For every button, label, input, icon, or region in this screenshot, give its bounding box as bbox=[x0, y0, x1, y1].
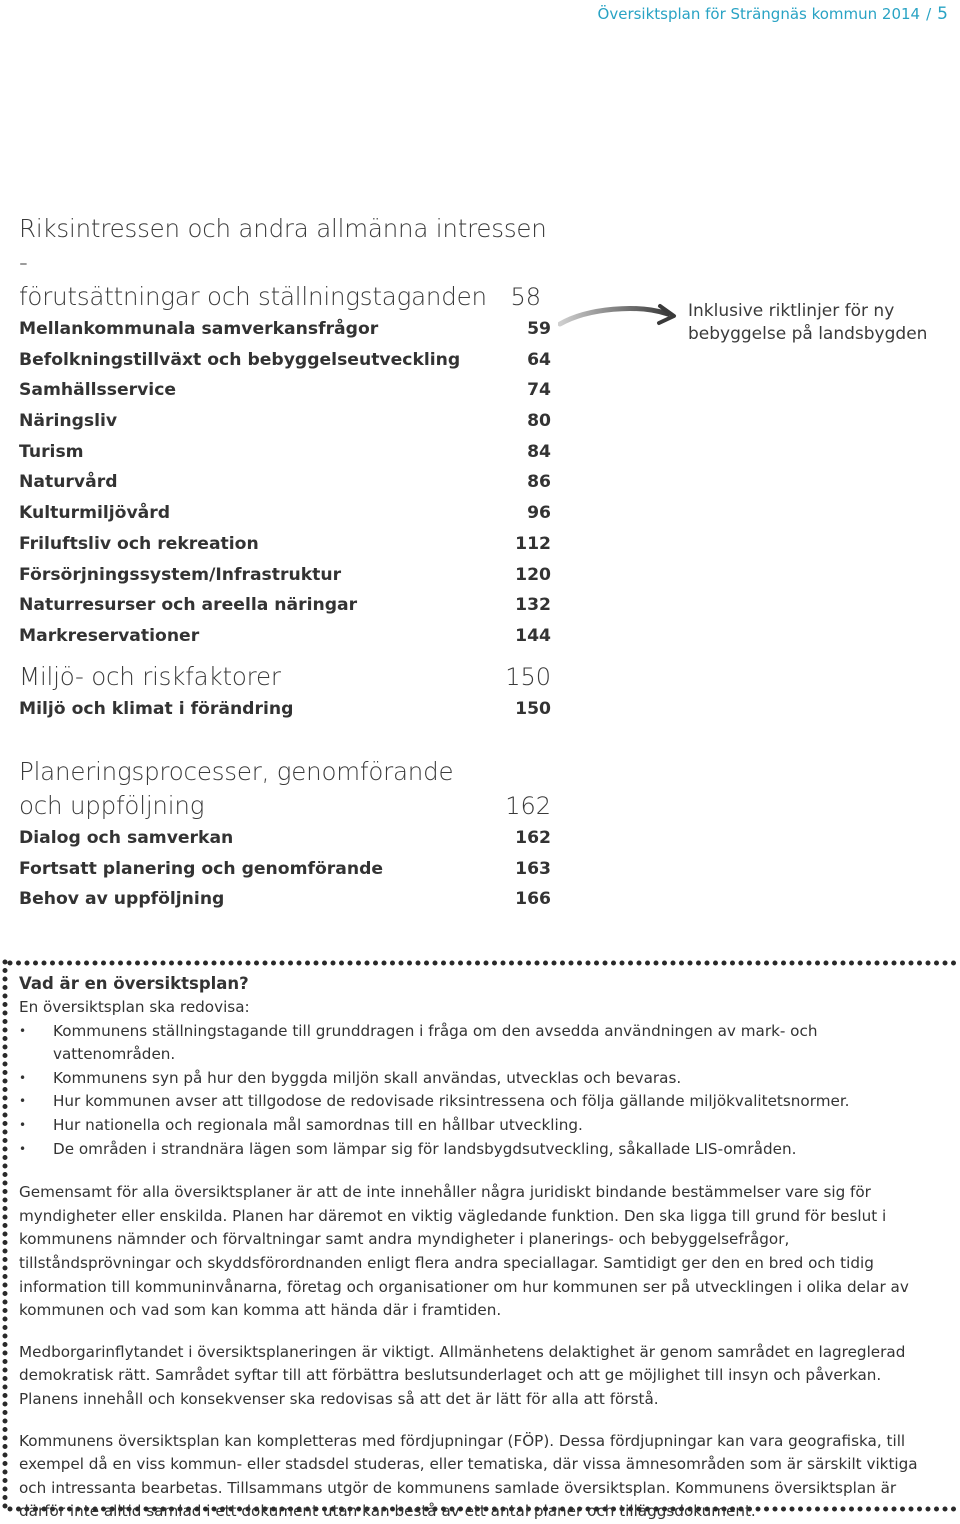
info-bullet-list bbox=[19, 1020, 944, 1162]
side-note-line: Inklusive riktlinjer för ny bbox=[688, 301, 895, 321]
section-title: Riksintressen och andra allmänna intressen - bbox=[19, 214, 547, 277]
toc-entry-page: 84 bbox=[527, 441, 551, 462]
toc-entry-page: 120 bbox=[515, 564, 551, 585]
toc-entry-label: Behov av uppföljning bbox=[19, 889, 225, 910]
toc-entry-label: Turism bbox=[19, 441, 84, 462]
toc-entry-label: Befolkningstillväxt och bebyggelseutveckling bbox=[19, 349, 461, 370]
toc-entry-page: 80 bbox=[527, 411, 551, 432]
toc-entry-page: 86 bbox=[527, 472, 551, 493]
info-content bbox=[19, 972, 944, 1524]
info-paragraph: Kommunens översiktsplan kan kompletteras med fördjupningar (FÖP). Dessa fördjupningar kan vara geografiska, till exempel då en viss kommun- eller stadsdel studeras, eller tematiska, där vissa ämnesområden som är särskilt viktiga och intressanta bearbetas. Tillsammans utgör de kommunens samlade översiktsplan. Kommunens översiktsplan är därför inte alltid samlad i ett dokument utan kan bestå av ett antal planer och tilläggsdokument. bbox=[19, 1431, 918, 1521]
toc-entry-page: 59 bbox=[527, 319, 551, 339]
toc-entry[interactable] bbox=[19, 590, 551, 621]
toc-entry[interactable] bbox=[19, 314, 551, 345]
section-title: Miljö- och riskfaktorer bbox=[19, 662, 281, 691]
section-page: 162 bbox=[505, 792, 551, 820]
info-paragraph: Medborgarinflytandet i översiktsplaneringen är viktigt. Allmänhetens delaktighet är genom samrådet en lagreglerad demokratisk rätt. Samrådet syftar till att förbättra beslutsunderlaget och att ge möjlighet till insyn och påverkan. Planens innehåll och konsekvenser ska redovisas så att det är lätt för alla att förstå. bbox=[19, 1342, 906, 1408]
arrow-right-icon bbox=[558, 300, 684, 330]
header-separator: / bbox=[926, 5, 932, 23]
toc-entries bbox=[19, 314, 551, 652]
toc-entry[interactable] bbox=[19, 621, 551, 652]
document-title: Översiktsplan för Strängnäs kommun 2014 bbox=[597, 5, 921, 23]
toc-entry[interactable] bbox=[19, 498, 551, 529]
toc-entry[interactable] bbox=[19, 437, 551, 468]
toc-entry-page: 132 bbox=[515, 595, 551, 616]
toc-entry-label: Naturresurser och areella näringar bbox=[19, 595, 358, 616]
toc-entry-label: Samhällsservice bbox=[19, 380, 177, 401]
toc-entry-page: 74 bbox=[527, 380, 551, 401]
info-box bbox=[0, 958, 960, 1521]
toc-entry[interactable] bbox=[19, 529, 551, 560]
side-note bbox=[688, 300, 948, 346]
section-page: 150 bbox=[505, 663, 551, 691]
toc-entry[interactable] bbox=[19, 375, 551, 406]
toc-entry[interactable] bbox=[19, 694, 551, 725]
dotted-border-top bbox=[6, 958, 960, 968]
toc-entry-label: Näringsliv bbox=[19, 411, 118, 432]
toc-entries bbox=[19, 823, 551, 915]
toc-entry-page: 150 bbox=[515, 699, 551, 719]
toc-entry[interactable] bbox=[19, 467, 551, 498]
toc-entry-label: Dialog och samverkan bbox=[19, 828, 234, 848]
toc-entry-page: 144 bbox=[515, 625, 551, 646]
section-title: Planeringsprocesser, genomförande bbox=[19, 757, 454, 786]
toc-entry-page: 112 bbox=[515, 533, 551, 554]
page-number: 5 bbox=[937, 4, 948, 24]
info-bullet-item: • De områden i strandnära lägen som lämpar sig för landsbygdsutveckling, såkallade LIS-områden. bbox=[19, 1138, 944, 1162]
toc-entry-label: Markreservationer bbox=[19, 625, 200, 646]
section-title-line2: förutsättningar och ställningstaganden bbox=[19, 282, 487, 311]
toc-entry-label: Naturvård bbox=[19, 472, 118, 493]
toc-entry-label: Försörjningssystem/Infrastruktur bbox=[19, 564, 342, 585]
toc-entry-label: Miljö och klimat i förändring bbox=[19, 699, 294, 719]
toc-entry[interactable] bbox=[19, 406, 551, 437]
toc-section-planering bbox=[19, 755, 551, 915]
toc-entry-label: Fortsatt planering och genomförande bbox=[19, 858, 384, 879]
toc-entry-label: Friluftsliv och rekreation bbox=[19, 533, 259, 554]
info-bullet-item: • Hur kommunen avser att tillgodose de redovisade riksintressena och följa gällande miljökvalitetsnormer. bbox=[19, 1090, 944, 1114]
toc-entry-page: 166 bbox=[515, 889, 551, 910]
toc-entry[interactable] bbox=[19, 823, 551, 854]
section-page: 58 bbox=[510, 283, 541, 311]
dotted-border-left bbox=[0, 958, 10, 1514]
toc-entry-label: Kulturmiljövård bbox=[19, 503, 171, 524]
toc-entry-page: 162 bbox=[515, 828, 551, 848]
info-title: Vad är en översiktsplan? bbox=[19, 974, 249, 993]
toc-entry[interactable] bbox=[19, 884, 551, 915]
toc-entry-page: 96 bbox=[527, 503, 551, 524]
toc-entry-label: Mellankommunala samverkansfrågor bbox=[19, 319, 379, 339]
toc-entry-page: 163 bbox=[515, 858, 551, 879]
page-header bbox=[598, 4, 948, 24]
toc-entry[interactable] bbox=[19, 560, 551, 591]
toc-entry[interactable] bbox=[19, 345, 551, 376]
section-title-line2: och uppföljning bbox=[19, 791, 205, 820]
toc-entries bbox=[19, 694, 551, 725]
info-intro: En översiktsplan ska redovisa: bbox=[19, 998, 250, 1016]
info-bullet-item: • Kommunens syn på hur den byggda miljön skall användas, utvecklas och bevaras. bbox=[19, 1067, 944, 1091]
info-bullet-item: • Kommunens ställningstagande till grunddragen i fråga om den avsedda användningen av mark- och vattenområden. bbox=[19, 1020, 944, 1067]
info-paragraph: Gemensamt för alla översiktsplaner är att de inte innehåller några juridiskt bindande bestämmelser vare sig för myndigheter eller enskilda. Planen har däremot en viktig vägledande funktion. Den ska ligga till grund för beslut i kommunens nämnder och förvaltningar samt andra myndigheter i planerings- och bebyggelsefrågor, tillståndsprövningar och skyddsförordnanden enligt flera andra speciallagar. Samtidigt ger den en bred och tidig information till kommuninvånarna, företag och organisationer om hur kommunen ser på utvecklingen i olika delar av kommunen och vad som kan komma att hända där i framtiden. bbox=[19, 1183, 909, 1320]
toc-section-miljo bbox=[19, 660, 551, 725]
toc-section-riksintressen bbox=[19, 212, 551, 652]
side-note-line: bebyggelse på landsbygden bbox=[688, 324, 928, 344]
toc-entry[interactable] bbox=[19, 854, 551, 885]
info-bullet-item: • Hur nationella och regionala mål samordnas till en hållbar utveckling. bbox=[19, 1114, 944, 1138]
toc-entry-page: 64 bbox=[527, 349, 551, 370]
